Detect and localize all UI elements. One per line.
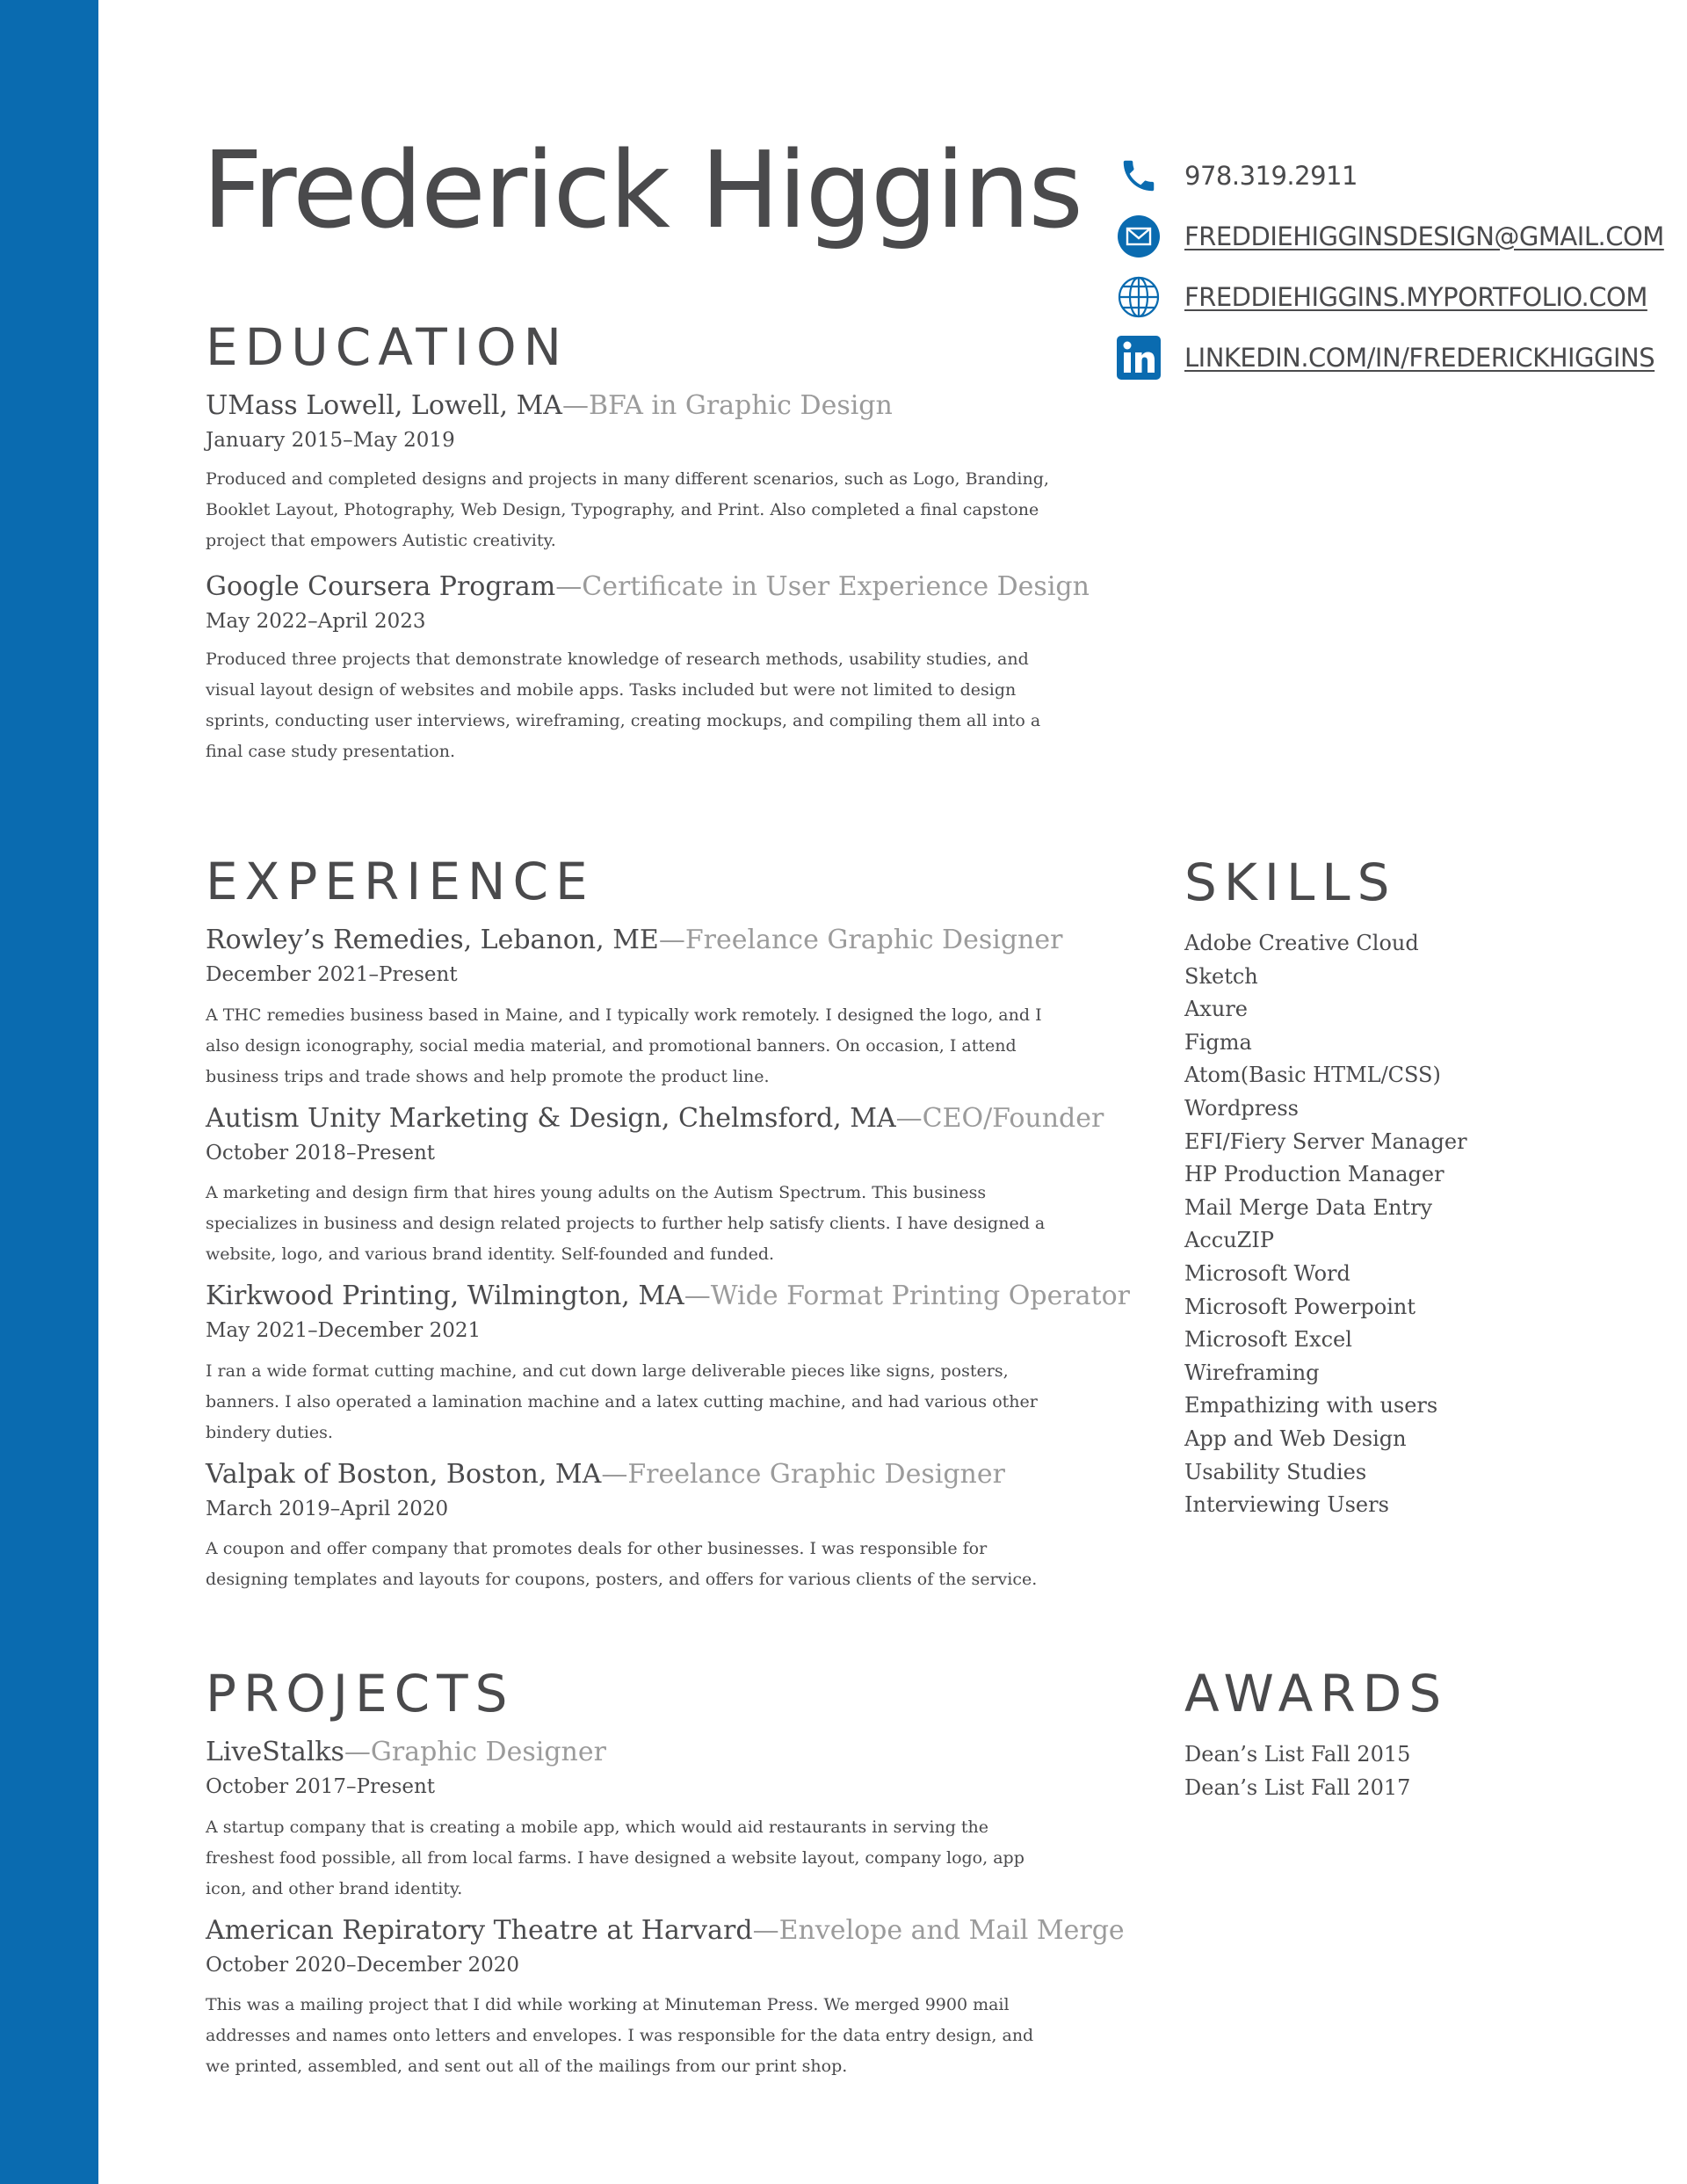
entry-description: A startup company that is creating a mobile app, which would aid restaurants in serving the freshest food possible, all from local farms. I have designed a website layout, company logo, app icon, and other brand identity. [206,1817,1025,1898]
entry-org: Rowley’s Remedies, Lebanon, ME [206,925,659,955]
experience-section [206,852,1131,1595]
section-title-education: EDUCATION [206,317,569,377]
skill-item: Microsoft Powerpoint [1184,1294,1415,1319]
portfolio-link[interactable]: FREDDIEHIGGINS.MYPORTFOLIO.COM [1184,281,1647,312]
entry-role: —Freelance Graphic Designer [658,925,1063,955]
linkedin-icon [1116,335,1162,381]
section-title-projects: PROJECTS [206,1664,515,1723]
experience-entry [206,1459,1130,1596]
linkedin-link[interactable]: LINKEDIN.COM/IN/FREDERICKHIGGINS [1184,342,1655,373]
section-title-awards: AWARDS [1184,1664,1449,1723]
skill-item: Atom(Basic HTML/CSS) [1184,1063,1441,1088]
skill-item: Usability Studies [1184,1459,1367,1484]
phone-icon [1116,153,1162,199]
award-item: Dean’s List Fall 2017 [1184,1774,1411,1800]
awards-section [1184,1664,1449,1804]
contact-phone [1116,145,1661,206]
globe-icon [1116,274,1162,320]
skill-item: Adobe Creative Cloud [1184,931,1419,955]
skill-item: Figma [1184,1029,1252,1055]
entry-title [206,571,1090,603]
contact-email [1116,206,1664,266]
entry-role: —Freelance Graphic Designer [601,1458,1005,1490]
phone-number: 978.319.2911 [1184,160,1358,191]
education-entry [206,390,1090,556]
experience-entry [206,1103,1130,1271]
entry-org: Valpak of Boston, Boston, MA [206,1458,602,1490]
entry-description: This was a mailing project that I did while working at Minuteman Press. We merged 9900 mail addresses and names onto letters and envelopes. I was responsible for the data entry design, and we printed, assembled, and sent out all of the mailings from our print shop. [206,1995,1034,2077]
entry-description: Produced and completed designs and projects in many different scenarios, such as Logo, Branding, Booklet Layout, Photography, Web Design, Typography, and Print. Also completed a final capstone project that empowers Autistic creativity. [206,468,1049,550]
experience-entry [206,1281,1130,1448]
email-icon [1116,214,1162,259]
email-link[interactable]: FREDDIEHIGGINSDESIGN@GMAIL.COM [1184,221,1664,251]
entry-title [206,1103,1130,1135]
entry-org: Autism Unity Marketing & Design, Chelmsford, MA [206,1102,896,1134]
entry-org: American Repiratory Theatre at Harvard [206,1914,753,1946]
entry-role: —CEO/Founder [895,1102,1104,1134]
project-entry [206,1915,1125,2083]
entry-dates: October 2020–December 2020 [206,1953,520,1977]
entry-role: —BFA in Graphic Design [561,390,893,421]
skill-item: Mail Merge Data Entry [1184,1194,1433,1220]
entry-role: —Envelope and Mail Merge [752,1914,1125,1946]
projects-section [206,1664,1125,2082]
entry-dates: October 2018–Present [206,1141,436,1165]
entry-title [206,1459,1130,1491]
entry-role: —Graphic Designer [344,1737,606,1767]
skill-item: App and Web Design [1184,1426,1407,1451]
entry-description: Produced three projects that demonstrate knowledge of research methods, usability studies, and visual layout design of websites and mobile apps. Tasks included but were not limited to design sprints, conducting user interviews, wireframing, creating mockups, and compiling them all into a final case study presentation. [206,649,1041,762]
skill-item: Microsoft Excel [1184,1327,1352,1353]
section-title-experience: EXPERIENCE [206,852,595,911]
awards-list [1184,1738,1448,1804]
skills-list [1184,927,1467,1522]
entry-description: A THC remedies business based in Maine, and I typically work remotely. I designed the logo, and I also design iconography, social media material, and promotional banners. On occasion, I attend business trips and trade shows and help promote the product line. [206,1005,1042,1086]
entry-role: —Certificate in User Experience Design [555,570,1090,602]
contact-website [1116,266,1661,327]
entry-dates: March 2019–April 2020 [206,1497,449,1520]
skills-section [1184,853,1467,1522]
entry-dates: December 2021–Present [206,963,458,986]
skill-item: Axure [1184,997,1248,1022]
skill-item: AccuZIP [1184,1228,1274,1253]
award-item: Dean’s List Fall 2015 [1184,1742,1411,1767]
entry-title [206,1281,1130,1312]
entry-title [206,925,1130,956]
entry-dates: October 2017–Present [206,1775,436,1798]
entry-org: UMass Lowell, Lowell, MA [206,390,562,421]
skill-item: Interviewing Users [1184,1492,1389,1518]
education-section [206,317,1090,767]
entry-org: LiveStalks [206,1737,344,1767]
entry-description: A marketing and design firm that hires young adults on the Autism Spectrum. This business specializes in business and design related projects to further help satisfy clients. I have designed a website, logo, and various brand identity. Self-founded and funded. [206,1183,1046,1265]
skill-item: Wordpress [1184,1095,1299,1121]
section-title-skills: SKILLS [1184,853,1397,912]
education-entry [206,571,1090,768]
entry-org: Google Coursera Program [206,570,556,602]
entry-dates: January 2015–May 2019 [206,429,455,452]
entry-dates: May 2022–April 2023 [206,609,426,633]
skill-item: EFI/Fiery Server Manager [1184,1128,1467,1154]
experience-entry [206,925,1130,1092]
entry-description: I ran a wide format cutting machine, and cut down large deliverable pieces like signs, posters, banners. I also operated a lamination machine and a latex cutting machine, and had various other bindery duties. [206,1360,1038,1442]
skill-item: Microsoft Word [1184,1260,1350,1286]
entry-title [206,1915,1125,1947]
resume-name: Frederick Higgins [202,130,1082,252]
contact-block [1116,145,1664,388]
entry-role: —Wide Format Printing Operator [684,1281,1131,1312]
entry-dates: May 2021–December 2021 [206,1319,481,1343]
skill-item: Empathizing with users [1184,1393,1438,1419]
skill-item: Sketch [1184,963,1258,989]
sidebar-accent-bar [0,0,98,2184]
skill-item: HP Production Manager [1184,1162,1444,1187]
entry-description: A coupon and offer company that promotes deals for other businesses. I was responsible for designing templates and layouts for coupons, posters, and offers for various clients of the service. [206,1539,1038,1590]
entry-org: Kirkwood Printing, Wilmington, MA [206,1281,684,1312]
entry-title [206,1737,1125,1768]
contact-linkedin [1116,327,1661,388]
project-entry [206,1737,1125,1905]
entry-title [206,390,1090,422]
skill-item: Wireframing [1184,1360,1320,1385]
